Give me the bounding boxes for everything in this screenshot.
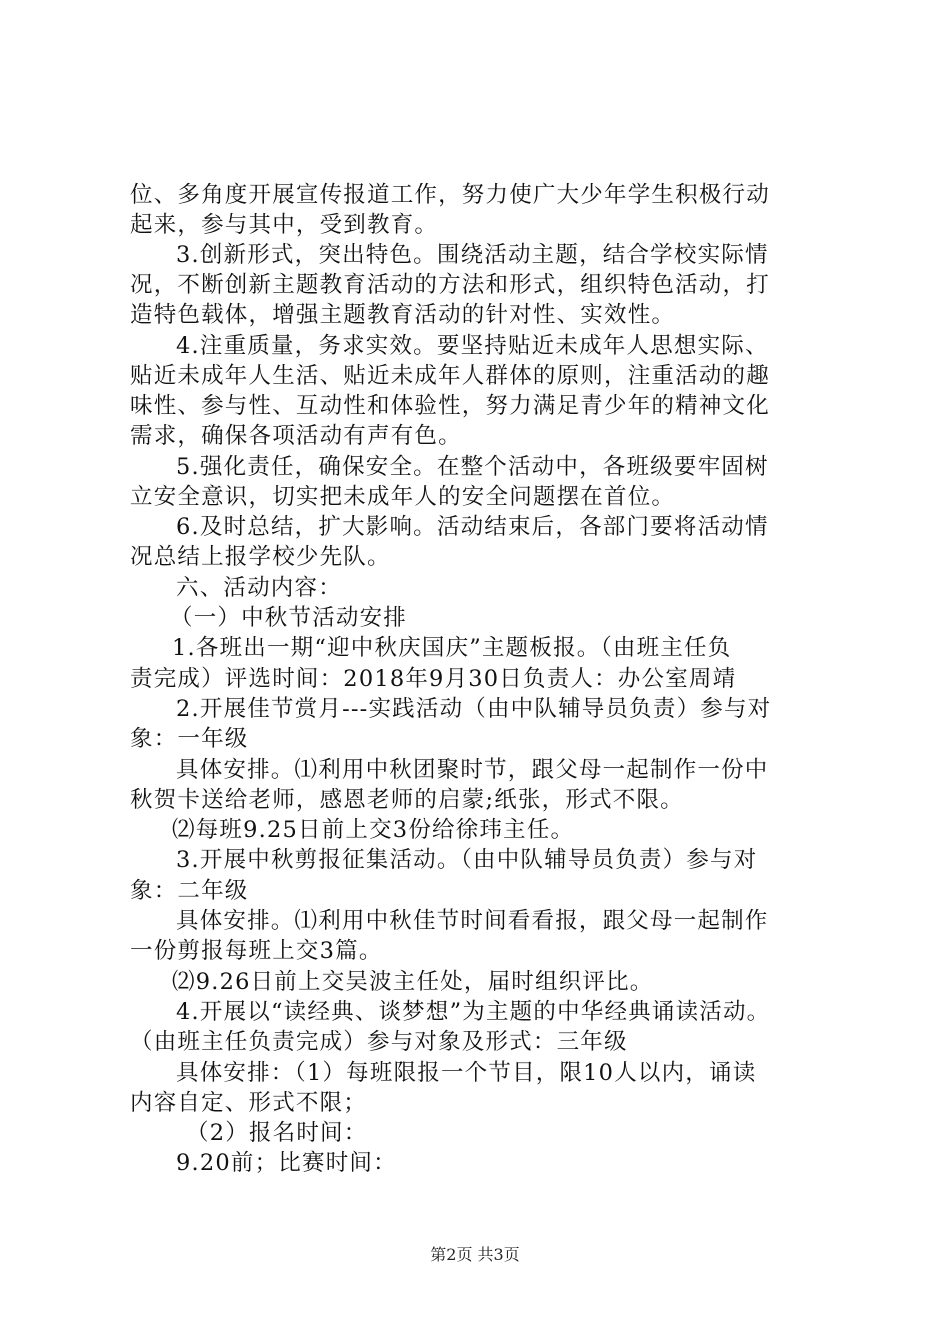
text-line: （由班主任负责完成）参与对象及形式：三年级	[130, 1029, 628, 1055]
text-line: 需求，确保各项活动有声有色。	[130, 423, 462, 449]
text-line: 具体安排。⑴利用中秋佳节时间看看报，跟父母一起制作	[176, 908, 769, 934]
text-line: 况，不断创新主题教育活动的方法和形式，组织特色活动，打	[130, 272, 770, 298]
text-line: 6.及时总结，扩大影响。活动结束后，各部门要将活动情	[176, 514, 769, 540]
text-line: 象：一年级	[130, 726, 249, 752]
text-line: 贴近未成年人生活、贴近未成年人群体的原则，注重活动的趣	[130, 363, 770, 389]
text-line: 3.创新形式，突出特色。围绕活动主题，结合学校实际情	[176, 242, 769, 268]
text-line: 具体安排：（1）每班限报一个节目，限10人以内，诵读	[176, 1060, 757, 1086]
text-line: 4.注重质量，务求实效。要坚持贴近未成年人思想实际、	[176, 333, 769, 359]
text-line: （2）报名时间：	[186, 1120, 368, 1146]
text-line: 造特色载体，增强主题教育活动的针对性、实效性。	[130, 302, 676, 328]
text-line: 况总结上报学校少先队。	[130, 544, 391, 570]
text-line: 内容自定、形式不限；	[130, 1090, 368, 1116]
text-line: 起来，参与其中，受到教育。	[130, 212, 439, 238]
text-line: 秋贺卡送给老师，感恩老师的启蒙;纸张，形式不限。	[130, 787, 684, 813]
text-line: ⑵9.26日前上交吴波主任处，届时组织评比。	[172, 969, 654, 995]
subsection-heading: （一）中秋节活动安排	[170, 605, 408, 631]
text-line: 4.开展以“读经典、谈梦想”为主题的中华经典诵读活动。	[176, 999, 771, 1025]
text-line: 具体安排。⑴利用中秋团聚时节，跟父母一起制作一份中	[176, 757, 769, 783]
text-line: 立安全意识，切实把未成年人的安全问题摆在首位。	[130, 484, 676, 510]
text-line: 2.开展佳节赏月---实践活动（由中队辅导员负责）参与对	[176, 696, 772, 722]
text-line: 1.各班出一期“迎中秋庆国庆”主题板报。（由班主任负	[172, 635, 732, 661]
text-line: ⑵每班9.25日前上交3份给徐玮主任。	[172, 817, 575, 843]
section-heading: 六、活动内容：	[176, 575, 342, 601]
page-footer: 第2页 共3页	[430, 1245, 520, 1264]
text-line: 9.20前；比赛时间：	[176, 1150, 397, 1176]
text-line: 责完成）评选时间：2018年9月30日负责人：办公室周靖	[130, 666, 737, 692]
text-line: 3.开展中秋剪报征集活动。（由中队辅导员负责）参与对	[176, 847, 758, 873]
text-line: 象：二年级	[130, 878, 249, 904]
text-line: 5.强化责任，确保安全。在整个活动中，各班级要牢固树	[176, 454, 769, 480]
text-line: 一份剪报每班上交3篇。	[130, 938, 383, 964]
text-line: 位、多角度开展宣传报道工作，努力使广大少年学生积极行动	[130, 182, 770, 208]
text-line: 味性、参与性、互动性和体验性，努力满足青少年的精神文化	[130, 393, 770, 419]
